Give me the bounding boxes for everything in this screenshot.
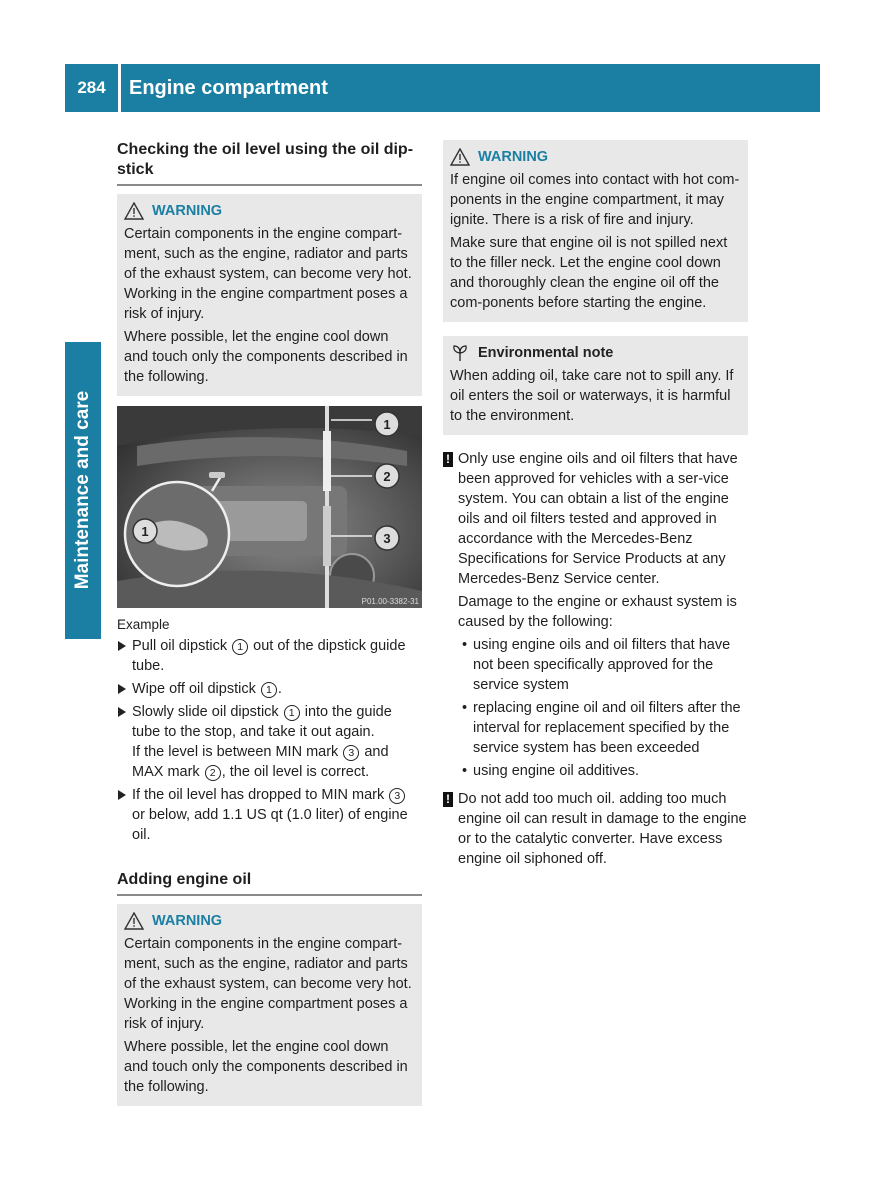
- side-tab-label: Maintenance and care: [72, 390, 93, 590]
- chapter-title: Engine compartment: [129, 77, 328, 99]
- warning-text: Where possible, let the engine cool down and touch only the components described in the following.: [124, 329, 408, 385]
- warning-box: [117, 904, 422, 1106]
- callout-number: 1: [261, 682, 277, 698]
- figure-callout: 1: [383, 417, 391, 432]
- warning-text: Certain components in the engine compart-ment, such as the engine, radiator and parts of the exhaust system, can become very hot. Working in the engine compartment poses a risk of injury.: [124, 936, 412, 1032]
- note-text: Do not add too much oil. adding too much engine oil can result in damage to the engine or to the catalytic converter. Have excess engine oil siphoned off.: [458, 791, 747, 867]
- list-item: • using engine oil additives.: [458, 761, 748, 781]
- side-tab: [65, 342, 101, 639]
- callout-number: 2: [205, 765, 221, 781]
- header-divider: [118, 64, 121, 112]
- engine-illustration: [117, 406, 422, 608]
- warning-label: WARNING: [152, 913, 223, 929]
- instruction-step: If the oil level has dropped to MIN mark 3 or below, add 1.1 US qt (1.0 liter) of engine oil.: [117, 785, 422, 845]
- warning-header: [124, 910, 415, 932]
- figure-code: P01.00-3382-31: [361, 597, 419, 606]
- caution-note: [443, 789, 748, 869]
- figure-callout: 2: [383, 469, 391, 484]
- page-number: 284: [77, 78, 106, 97]
- instruction-step: Wipe off oil dipstick 1 .: [117, 679, 422, 699]
- warning-icon: [450, 148, 470, 166]
- instruction-step: Slowly slide oil dipstick 1 into the guide tube to the stop, and take it out again. If the level is between MIN mark 3 and MAX mark 2 , the oil level is correct.: [117, 702, 422, 782]
- warning-text: Where possible, let the engine cool down and touch only the components described in the following.: [124, 1039, 408, 1095]
- environmental-note-header: [450, 342, 741, 364]
- callout-number: 1: [284, 705, 300, 721]
- warning-text: Make sure that engine oil is not spilled next to the filler neck. Let the engine cool down and thoroughly clean the engine oil off the com-ponents before starting the engine.: [450, 235, 728, 311]
- note-text: Only use engine oils and oil filters that have been approved for vehicles with a ser-vice system. You can obtain a list of the engine oils and oil filters tested and approved in accordance with the Mercedes-Benz Specifications for Service Products at any Mercedes-Benz Service center.: [458, 451, 738, 587]
- warning-icon: [124, 202, 144, 220]
- figure-callout: 3: [383, 531, 391, 546]
- callout-number: 3: [389, 788, 405, 804]
- callout-number: 3: [343, 745, 359, 761]
- warning-header: [124, 200, 415, 222]
- warning-box: [443, 140, 748, 322]
- list-item: • replacing engine oil and oil filters after the interval for replacement specified by the service system has been exceeded: [458, 698, 748, 758]
- warning-icon: [124, 912, 144, 930]
- environmental-note-label: Environmental note: [478, 345, 614, 361]
- caution-note: [443, 449, 748, 781]
- figure-caption: Example: [117, 617, 170, 632]
- figure-callout: 1: [141, 524, 149, 539]
- warning-text: Certain components in the engine compart-ment, such as the engine, radiator and parts of the exhaust system, can become very hot. Working in the engine compartment poses a risk of injury.: [124, 226, 412, 322]
- step-arrow-icon: [118, 641, 126, 651]
- step-arrow-icon: [118, 790, 126, 800]
- warning-box: [117, 194, 422, 396]
- exclamation-icon: !: [443, 792, 453, 807]
- warning-text: If engine oil comes into contact with hot com-ponents in the engine compartment, it may ignite. There is a risk of fire and injury.: [450, 172, 740, 228]
- note-text: Damage to the engine or exhaust system is caused by the following:: [458, 594, 737, 630]
- step-arrow-icon: [118, 684, 126, 694]
- engine-figure: [117, 406, 422, 608]
- left-column: [117, 140, 422, 1120]
- instruction-step: Pull oil dipstick 1 out of the dipstick guide tube.: [117, 636, 422, 676]
- warning-header: [450, 146, 741, 168]
- exclamation-icon: !: [443, 452, 453, 467]
- warning-label: WARNING: [478, 149, 549, 165]
- step-result: If the level is between MIN mark 3 and MAX mark 2 , the oil level is correct.: [132, 744, 389, 780]
- environmental-note-box: [443, 336, 748, 435]
- callout-number: 1: [232, 639, 248, 655]
- section-title-adding-oil: Adding engine oil: [117, 870, 422, 896]
- right-column: [443, 140, 748, 873]
- environmental-note-text: When adding oil, take care not to spill any. If oil enters the soil or waterways, it is harmful to the environment.: [450, 368, 734, 424]
- leaf-icon: [450, 344, 470, 362]
- list-item: • using engine oils and oil filters that have not been specifically approved for the service system: [458, 635, 748, 695]
- step-arrow-icon: [118, 707, 126, 717]
- warning-label: WARNING: [152, 203, 223, 219]
- page-header: [65, 64, 820, 112]
- section-title-checking-oil: Checking the oil level using the oil dip-stick: [117, 140, 422, 186]
